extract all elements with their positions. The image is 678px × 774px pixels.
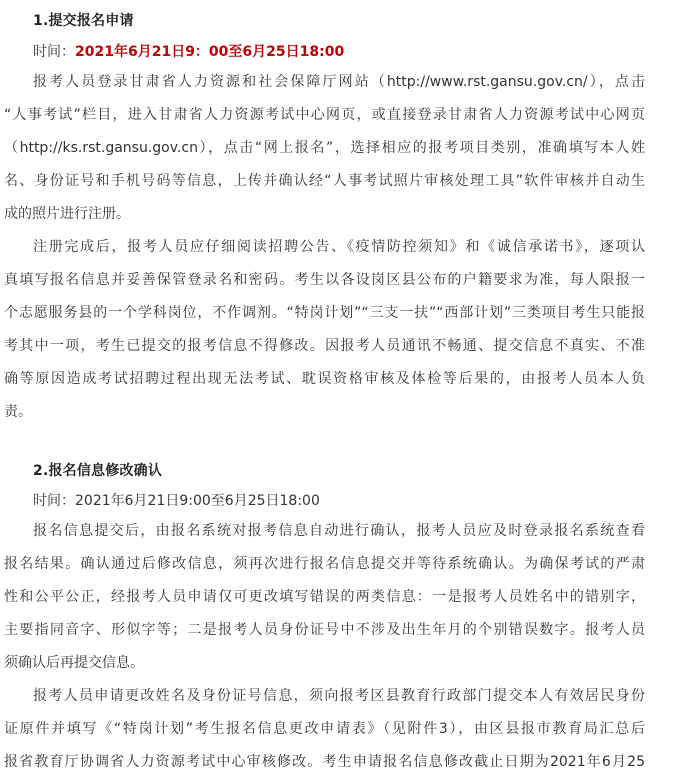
paragraph-line — [0, 73, 678, 91]
paragraph-4-line-1: 报考人员申请更改姓名及身份证号信息，须向报考区县教育行政部门提交本人有效居民身份 — [33, 688, 645, 704]
paragraph-line — [0, 271, 678, 289]
section-1-heading: 1.提交报名申请 — [33, 13, 134, 29]
paragraph-1-line-4: 名、身份证号和手机号码等信息，上传并确认经“人事考试照片审核处理工具”软件审核并自动生 — [4, 173, 645, 189]
paragraph-line — [0, 654, 678, 672]
paragraph-line — [0, 720, 678, 738]
paragraph-3-line-1: 报名信息提交后，由报名系统对报考信息自动进行确认，报考人员应及时登录报名系统查看 — [33, 523, 645, 539]
paragraph-line — [0, 621, 678, 639]
paragraph-3-line-3: 性和公平公正，经报考人员申请仅可更改填写错误的两类信息：一是报考人员姓名中的错别字， — [4, 589, 645, 605]
paragraph-2-line-3: 个志愿服务县的一个学科岗位，不作调剂。“特岗计划”“三支一扶”“西部计划”三类项目考生只能报 — [4, 305, 645, 321]
paragraph-1-line-5: 成的照片进行注册。 — [4, 206, 130, 222]
paragraph-line — [0, 687, 678, 705]
paragraph-2-line-2: 真填写报名信息并妥善保管登录名和密码。考生以各设岗区县公布的户籍要求为准，每人限报一 — [4, 272, 645, 288]
paragraph-line — [0, 403, 678, 421]
section-1-time — [0, 43, 678, 61]
paragraph-2-line-4: 考其中一项，考生已提交的报考信息不得修改。因报考人员通讯不畅通、提交信息不真实、不准 — [4, 338, 645, 354]
paragraph-line — [0, 522, 678, 540]
paragraph-line — [0, 205, 678, 223]
paragraph-4-line-2: 证原件并填写《“特岗计划”考生报名信息更改申请表》（见附件3），由区县报市教育局汇总后 — [4, 721, 645, 737]
section-1-time-value: 2021年6月21日9：00至6月25日18:00 — [75, 44, 345, 60]
section-2-heading: 2.报名信息修改确认 — [33, 463, 163, 479]
paragraph-line — [0, 588, 678, 606]
paragraph-2-line-5: 确等原因造成考试招聘过程出现无法考试、耽误资格审核及体检等后果的，由报考人员本人负 — [4, 371, 645, 387]
section-1-time-label: 时间： — [33, 44, 75, 60]
paragraph-2-line-6: 责。 — [4, 404, 32, 420]
paragraph-3-line-4: 主要指同音字、形似字等；二是报考人员身份证号中不涉及出生年月的个别错误数字。报考人员 — [4, 622, 645, 638]
paragraph-3-line-5: 须确认后再提交信息。 — [4, 655, 144, 671]
paragraph-4-line-3: 报省教育厅协调省人力资源考试中心审核修改。考生申请报名信息修改截止日期为2021年6月25 — [4, 754, 645, 770]
paragraph-1-line-3: （http://ks.rst.gansu.gov.cn），点击“网上报名”，选择相应的报考项目类别，准确填写本人姓 — [4, 140, 645, 156]
paragraph-3-line-2: 报名结果。确认通过后修改信息，须再次进行报名信息提交并等待系统确认。为确保考试的严肃 — [4, 556, 645, 572]
paragraph-line — [0, 139, 678, 157]
paragraph-line — [0, 753, 678, 771]
section-2-time-value: 2021年6月21日9:00至6月25日18:00 — [75, 493, 320, 509]
section-2-time-label: 时间： — [33, 493, 75, 509]
paragraph-line — [0, 238, 678, 256]
paragraph-line — [0, 337, 678, 355]
paragraph-1-line-1: 报考人员登录甘肃省人力资源和社会保障厅网站（http://www.rst.gansu.gov.cn/），点击 — [33, 74, 645, 90]
paragraph-line — [0, 106, 678, 124]
paragraph-1-line-2: “人事考试”栏目，进入甘肃省人力资源考试中心网页，或直接登录甘肃省人力资源考试中心网页 — [4, 107, 645, 123]
paragraph-2-line-1: 注册完成后，报考人员应仔细阅读招聘公告、《疫情防控须知》和《诚信承诺书》，逐项认 — [33, 239, 645, 255]
section-2-time — [0, 492, 678, 510]
paragraph-line — [0, 172, 678, 190]
paragraph-line — [0, 555, 678, 573]
paragraph-line — [0, 370, 678, 388]
paragraph-line — [0, 304, 678, 322]
